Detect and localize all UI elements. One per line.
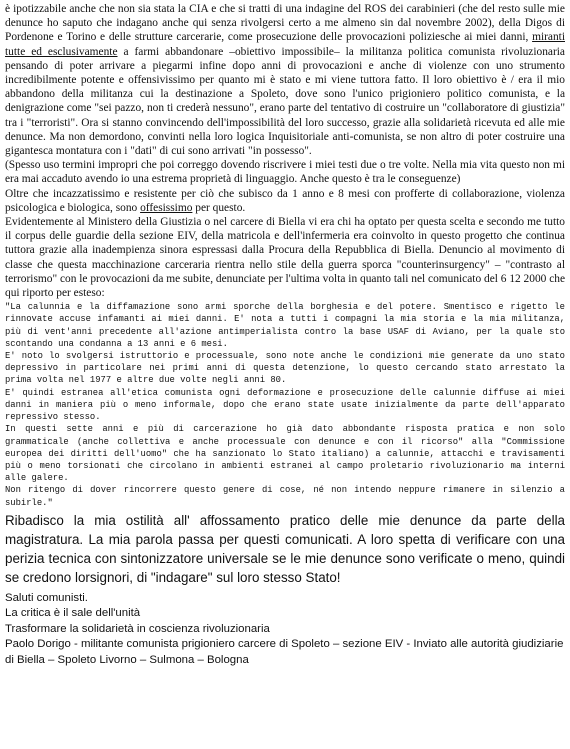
closing-motto-2: Trasformare la solidarietà in coscienza rivoluzionaria (5, 622, 270, 635)
quote-paragraph-1: "La calunnia e la diffamazione sono armi sporche della borghesia e del potere. Smentisco e rigetto le rinnovate accuse infamanti ai miei danni. E' nota a tutti i compagni la mia storia e la mia militanza, più di vent'anni precedente all'azione antimperialista contro la base USAF di Aviano, per la quale sto scontando una condanna a 13 anni e 6 mesi. (5, 302, 565, 349)
closing-motto-1: La critica è il sale dell'unità (5, 607, 141, 620)
resistance-run-0: Oltre che incazzatissimo e resistente per ciò che subisco da 1 anno e 8 mesi con profferte di collaborazione, violenza psicologica e biologica, sono (5, 187, 565, 214)
quote-paragraph-5: Non ritengo di dover rincorrere questo genere di cose, né non intendo neppure rimanere in silenzio a subirle." (5, 485, 565, 508)
quote-paragraph-3: E' quindi estranea all'etica comunista ogni deformazione e prosecuzione delle calunnie diffuse ai miei danni in maniera più o meno informale, dopo che erano state usate inizialmente da parte dell'apparato repressivo stesso. (5, 387, 565, 423)
quote-paragraph-4: In questi sette anni e più di carcerazione ho già dato abbondante risposta pratica e non solo grammaticale (anche collettiva e anche processuale con denunce e con il ricorso" alla "Commissione europea dei diritti dell'uomo" che ha sanzionato lo Stato italiano) a calunnie, attacchi e travisamenti più o meno torsionati che circolano in ambienti estranei al campo proletario rivoluzionario ma interni alle galere. (5, 424, 565, 484)
resistance-run-1: offesissimo (140, 201, 193, 214)
intro-run-0: è ipotizzabile anche che non sia stata la CIA e che si tratti di una indagine del ROS dei carabinieri (che del resto sulle mie denunce ho saputo che indagano anche qui senza rivolgersi certo a me almeno sin dal novembre 2002), della Digos di Pordenone e Torino e delle strutture carcerarie, come prosecuzione delle provocazioni poliziesche ai miei danni, (5, 3, 565, 44)
ministry-paragraph: Evidentemente al Ministero della Giustizia o nel carcere di Biella vi era chi ha optato per questa scelta e secondo me tutto il corpus delle guardie della sezione EIV, della matricola e dell'infermeria era coinvolto in questo progetto che continua tuttora grazie alla inadempienza sinora espressasi dalla Procura della Repubblica di Biella. Denuncio al movimento di classe che questa macchinazione carceraria rientra nello stile della guerra sporca "counterinsurgency" – "contrasto al terrorismo" con le provocazioni da me subite, denunciate per l'ultima volta in quanto tali nel comunicato del 6 12 2000 che qui riporto per esteso: (5, 216, 565, 300)
parenthetical-note: (Spesso uso termini impropri che poi correggo dovendo riscrivere i miei testi due o tre volte. Nella mia vita questo non mi era mai accaduto avendo io una estrema proprietà di linguaggio. Anche questo è tra le conseguenze) (5, 159, 565, 186)
intro-run-1: miranti tutte ed esclusivamente (5, 31, 565, 58)
quoted-communique (5, 301, 565, 508)
intro-paragraph (5, 2, 565, 158)
closing-greeting: Saluti comunisti. (5, 591, 88, 604)
ribadisco-paragraph: Ribadisco la mia ostilità all' affossamento pratico delle mie denunce da parte della magistratura. La mia parola passa per questi comunicati. A loro spetta di verificare con una perizia tecnica con sintonizzatore universale se le mie denunce sono verificate o meno, quindi se credono lorsignori, di "indagare" sul loro stesso Stato! (5, 512, 565, 586)
document-page (5, 2, 565, 747)
closing-block (5, 591, 565, 669)
intro-run-2: a farmi abbandonare –obiettivo impossibile– la militanza politica comunista rivoluzionaria pensando di poter arrivare a piegarmi infine dopo anni di provocazioni e anche di violenze con uno strumento incredibilmente potente e offensivissimo per quanto mi è stato e mi viene tuttora fatto. Il loro obiettivo è / era il mio abbandono della militanza cui la destinazione a Spoleto, dove sono l'unico prigioniero politico comunista, e la denigrazione come "sei pazzo, non ti crederà nessuno", erano parte del tentativo di costruire un "collaboratore di giustizia" tra i "terroristi". Ora si stanno convincendo dell'impossibilità del loro successo, grazie alla solidarietà ricevuta ed alle mie denunce. Ma non demordono, convinti nella loro logica Inquisitoriale anti-comunista, se non altro di poter costruire una gigantesca montatura con i "dati" di cui sono arrivati "in possesso". (5, 45, 565, 158)
resistance-run-2: per questo. (192, 201, 246, 214)
signature-line: Paolo Dorigo - militante comunista prigioniero carcere di Spoleto – sezione EIV - Inviato alle autorità giudiziarie di Biella – Spoleto Livorno – Sulmona – Bologna (5, 638, 564, 666)
quote-paragraph-2: E' noto lo svolgersi istruttorio e processuale, sono note anche le condizioni mie generate da uno stato depressivo in particolare nei primi anni di questa detenzione, lo questo cercando stato arrestato la prima volta nel 1977 e altre due volte negli anni 80. (5, 351, 565, 386)
resistance-paragraph (5, 187, 565, 215)
